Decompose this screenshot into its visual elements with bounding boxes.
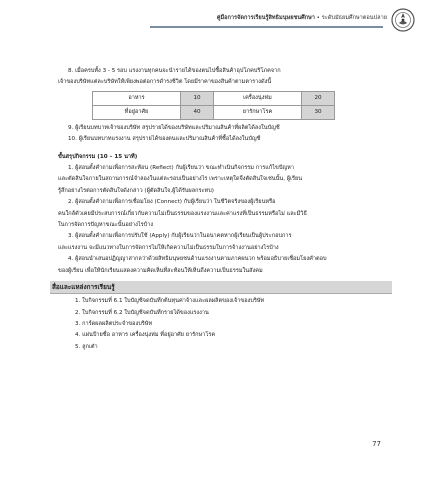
table-cell-price: 40 xyxy=(181,105,214,119)
table-cell-price: 20 xyxy=(302,91,335,105)
summary-3-line-1: 3. ผู้สอนตั้งคำถามเพื่อการปรับใช้ (Apply) กับผู้เรียนว่าในอนาคตหากผู้เรียนเป็นผู้ประกอบการ xyxy=(68,233,292,240)
table-cell-label: เครื่องนุ่งห่ม xyxy=(214,91,302,105)
step-10: 10. ผู้เรียนบทบาทแรงงาน สรุปรายได้ของตนและปริมาณสินค้าที่ซื้อได้ลงในบัญชี xyxy=(68,136,261,143)
summary-1-line-3: รู้สึกอย่างไรต่อการตัดสินใจดังกล่าว (ผู้ตัดสินใจ,ผู้ได้รับผลกระทบ) xyxy=(58,187,214,194)
step-8-continued: เจ้าของบริษัทแต่ละบริษัทให้เพียงพอต่อการดำรงชีวิต โดยมีราคาของสินค้าตามตารางดังนี้ xyxy=(58,79,272,86)
table-cell-label: ยารักษาโรค xyxy=(214,105,302,119)
summary-2-line-2: คนใกล้ตัวเคยมีประสบการณ์เกี่ยวกับความไม่เป็นธรรมของแรงงานและค่าแรงที่เป็นธรรมหรือไม่ และมีวิธี xyxy=(58,210,307,217)
table-row xyxy=(93,105,335,119)
step-9: 9. ผู้เรียนบทบาทเจ้าของบริษัท สรุปรายได้ของบริษัทและปริมาณสินค้าที่ผลิตได้ลงในบัญชี xyxy=(68,124,280,131)
summary-heading: ขั้นสรุปกิจกรรม (10 – 15 นาที) xyxy=(58,153,138,160)
summary-4-line-2: ของผู้เรียน เพื่อให้นักเรียนแสดงความคิดเห็นที่สะท้อนให้เห็นถึงความเป็นธรรมในสังคม xyxy=(58,267,263,274)
resource-item: 5. ลูกเต๋า xyxy=(75,343,98,350)
page-number: 77 xyxy=(372,440,381,448)
resource-item: 1. ใบกิจกรรมที่ 6.1 ใบบัญชีจดบันทึกต้นทุนค่าจ้างและผลผลิตของเจ้าของบริษัท xyxy=(75,298,265,305)
price-table xyxy=(92,91,335,120)
resource-item: 3. การ์ดผลผลิตประจำของบริษัท xyxy=(75,320,153,327)
table-row xyxy=(93,91,335,105)
header-rule xyxy=(150,26,383,28)
table-cell-price: 10 xyxy=(181,91,214,105)
summary-1-line-1: 1. ผู้สอนตั้งคำถามเพื่อการสะท้อน (Reflect) กับผู้เรียนว่า ขณะทำเนินกิจกรรม การแก้ไขปัญหา xyxy=(68,165,294,172)
page-content xyxy=(52,66,390,353)
resource-item: 4. แผ่นป้ายชื่อ อาหาร เครื่องนุ่งห่ม ที่อยู่อาศัย ยารักษาโรค xyxy=(75,332,216,339)
header-title-bold: คู่มือการจัดการเรียนรู้สิทธิมนุษยชนศึกษา xyxy=(216,15,315,21)
page-header xyxy=(0,0,427,40)
table-cell-label: อาหาร xyxy=(93,91,181,105)
header-title-rest: • ระดับมัธยมศึกษาตอนปลาย xyxy=(314,15,387,21)
summary-1-line-2: และตัดสินใจภายในสถานการณ์จำลองในแต่ละรอบเป็นอย่างไร เพราะเหตุใดจึงตัดสินใจเช่นนั้น, ผู้เรียน xyxy=(58,176,303,183)
table-cell-price: 30 xyxy=(302,105,335,119)
summary-3-line-2: และแรงงาน จะมีแนวทางในการจัดการไม่ให้เกิดความไม่เป็นธรรมในการจ้างงานอย่างไรบ้าง xyxy=(58,244,279,251)
header-title xyxy=(217,14,387,22)
resources-heading: สื่อและแหล่งการเรียนรู้ xyxy=(50,281,392,294)
table-cell-label: ที่อยู่อาศัย xyxy=(93,105,181,119)
step-8: 8. เมื่อครบทั้ง 3 - 5 รอบ แรงงานทุกคนจะนำรายได้ของตนไปซื้อสินค้าอุปโภคบริโภคจาก xyxy=(68,68,281,74)
seal-icon xyxy=(391,8,415,32)
summary-2-line-1: 2. ผู้สอนตั้งคำถามเพื่อการเชื่อมโยง (Connect) กับผู้เรียนว่า ในชีวิตจริงของผู้เรียนหรือ xyxy=(68,199,276,206)
summary-2-line-3: ในการจัดการปัญหาขณะนั้นอย่างไรบ้าง xyxy=(58,222,154,229)
summary-4-line-1: 4. ผู้สอนนำเสนอปฏิญญาสากลว่าด้วยสิทธิมนุษยชนด้านแรงงานตามภาคผนวก พร้อมอธิบายเชื่อมโยงคำตอบ xyxy=(68,256,327,263)
resource-item: 2. ใบกิจกรรมที่ 6.2 ใบบัญชีจดบันทึกรายได้ของแรงงาน xyxy=(75,309,209,316)
